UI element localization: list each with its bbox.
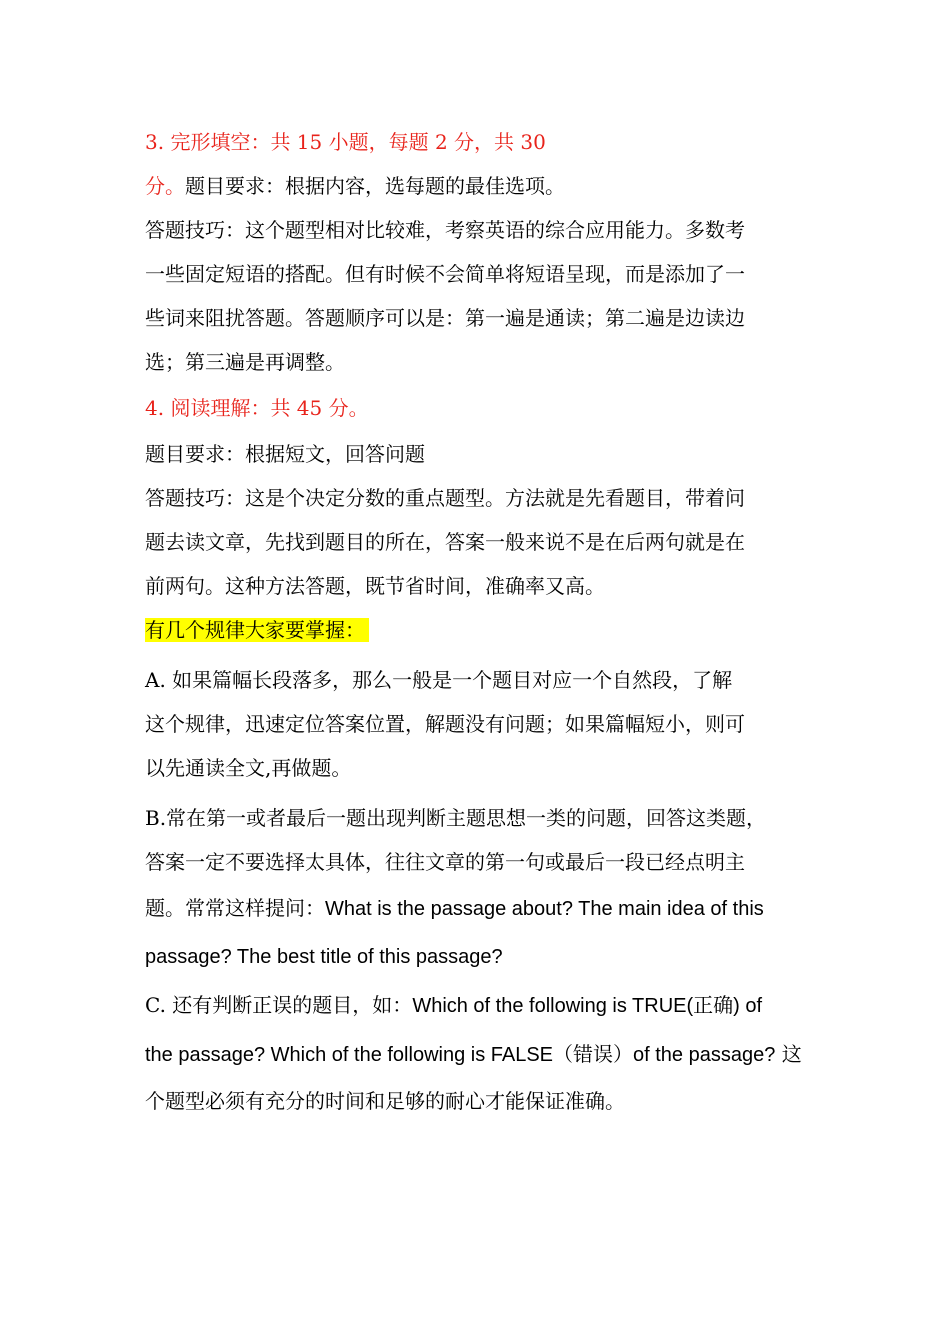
rule-c-question-en: Which of the following is TRUE(正确) of [412, 995, 763, 1017]
rule-b-question-prefix: 题。常常这样提问： [145, 896, 325, 920]
rule-a-line: 这个规律，迅速定位答案位置，解题没有问题；如果篇幅短小，则可 [145, 712, 745, 736]
rule-a-line: 以先通读全文,再做题。 [145, 756, 352, 780]
section4-heading: 4. 阅读理解：共 45 分。 [145, 396, 369, 420]
section4-tips-line: 答题技巧：这是个决定分数的重点题型。方法就是先看题目，带着问 [145, 486, 745, 510]
section3-tips-line: 些词来阻扰答题。答题顺序可以是：第一遍是通读；第二遍是边读边 [145, 306, 745, 330]
rule-c-line [145, 1030, 810, 1079]
section3-requirement [145, 164, 810, 208]
section3-requirement-text: 题目要求：根据内容，选每题的最佳选项。 [185, 174, 565, 198]
rule-a-line: A. 如果篇幅长段落多，那么一般是一个题目对应一个自然段，了解 [145, 668, 733, 692]
section3-heading-end: 分。 [145, 174, 185, 198]
rule-b-line: passage? The best title of this passage? [145, 946, 503, 968]
section3-tips-line: 一些固定短语的搭配。但有时候不会简单将短语呈现，而是添加了一 [145, 262, 745, 286]
rule-b-line [145, 884, 810, 933]
document-page [145, 120, 810, 1123]
rule-b-line: B.常在第一或者最后一题出现判断主题思想一类的问题，回答这类题， [145, 806, 767, 830]
rule-c-line: 个题型必须有充分的时间和足够的耐心才能保证准确。 [145, 1089, 625, 1113]
rule-c-question-en-2: the passage? Which of the following is FALSE（错误）of the passage? [145, 1044, 776, 1066]
section4-tips-line: 题去读文章，先找到题目的所在，答案一般来说不是在后两句就是在 [145, 530, 745, 554]
rule-c-continuation: 这 [775, 1042, 802, 1066]
rule-b-question-en: What is the passage about? The main idea of this [325, 898, 764, 920]
section4-tips-line: 前两句。这种方法答题，既节省时间，准确率又高。 [145, 574, 605, 598]
rule-b-line: 答案一定不要选择太具体，往往文章的第一句或最后一段已经点明主 [145, 850, 745, 874]
section4-requirement: 题目要求：根据短文，回答问题 [145, 442, 425, 466]
rule-c-prefix: C. 还有判断正误的题目，如： [145, 993, 413, 1017]
rules-intro-line [145, 608, 810, 652]
section3-heading: 3. 完形填空：共 15 小题，每题 2 分，共 30 [145, 130, 546, 154]
section3-tips-line: 答题技巧：这个题型相对比较难，考察英语的综合应用能力。多数考 [145, 218, 745, 242]
section3-tips-line: 选；第三遍是再调整。 [145, 350, 345, 374]
rule-c-line [145, 981, 810, 1030]
rules-intro-highlight: 有几个规律大家要掌握： [145, 618, 369, 642]
